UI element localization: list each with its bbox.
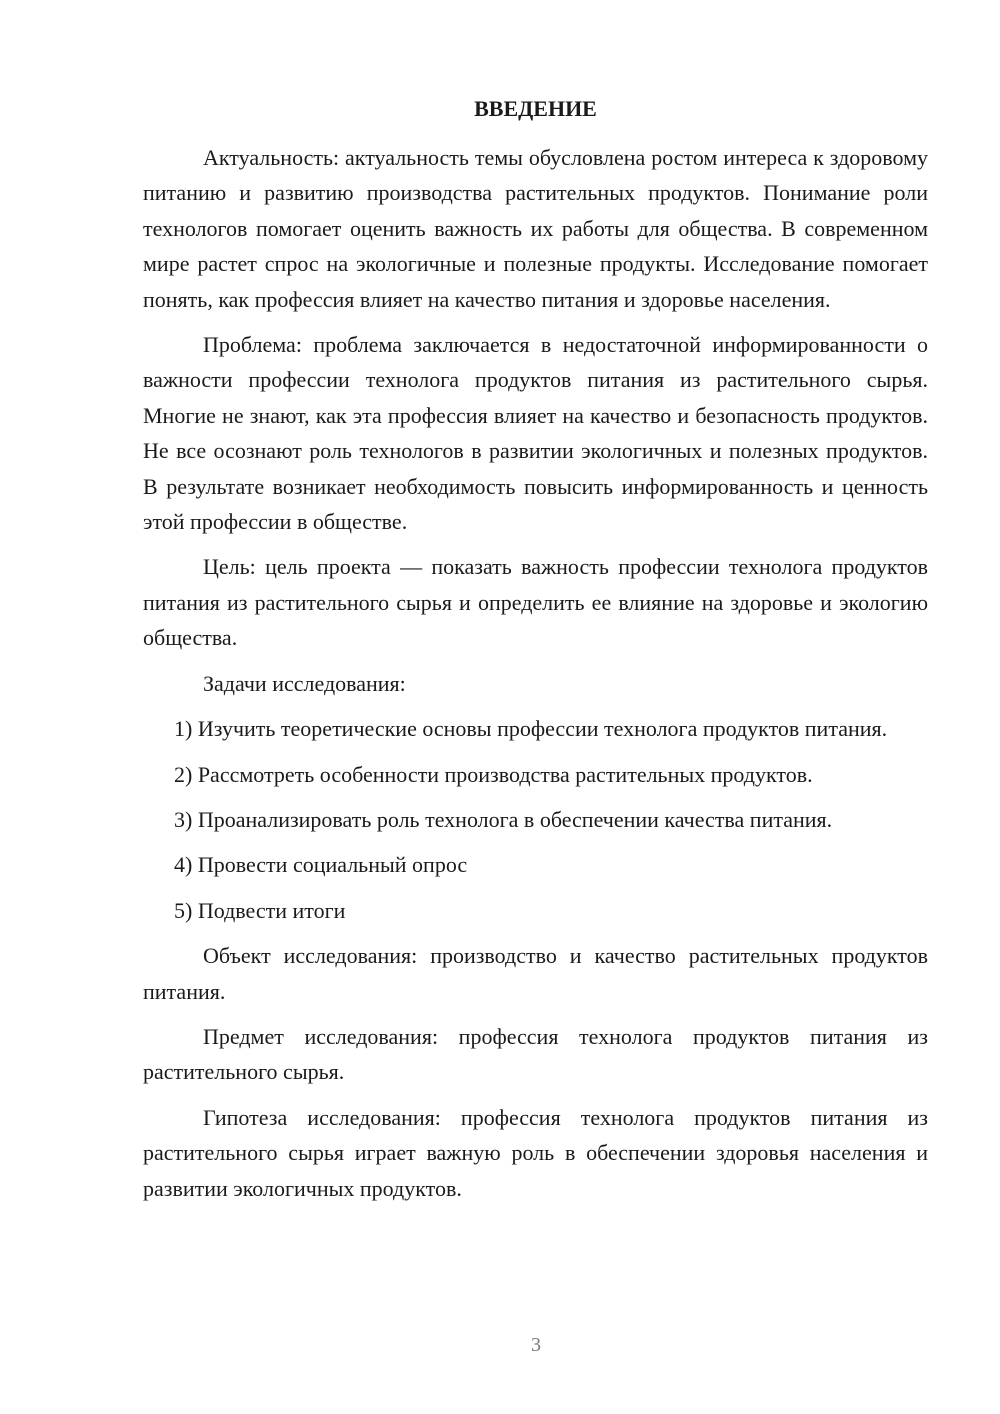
document-page xyxy=(143,90,928,1206)
page-number: 3 xyxy=(531,1334,541,1356)
subject-paragraph: Предмет исследования: профессия технолога продуктов питания из растительного сырья. xyxy=(143,1023,928,1085)
problem-paragraph: Проблема: проблема заключается в недостаточной информированности о важности профессии технолога продуктов питания из растительного сырья. Многие не знают, как эта профессия влияет на качество и безопасность продуктов. Не все осознают роль технологов в развитии экологичных и полезных продуктов. В результате возникает необходимость повысить информированность и ценность этой профессии в обществе. xyxy=(143,332,928,535)
task-item: 4) Провести социальный опрос xyxy=(174,852,468,878)
object-paragraph: Объект исследования: производство и качество растительных продуктов питания. xyxy=(143,943,928,1004)
goal-paragraph: Цель: цель проекта — показать важность профессии технолога продуктов питания из растительного сырья и определить ее влияние на здоровье и экологию общества. xyxy=(143,554,928,651)
tasks-title: Задачи исследования: xyxy=(203,670,406,696)
task-item: 2) Рассмотреть особенности производства растительных продуктов. xyxy=(174,761,813,787)
task-item: 1) Изучить теоретические основы профессии технолога продуктов питания. xyxy=(174,716,888,742)
hypothesis-paragraph: Гипотеза исследования: профессия технолога продуктов питания из растительного сырья играет важную роль в обеспечении здоровья населения и развитии экологичных продуктов. xyxy=(143,1104,928,1201)
section-heading: ВВЕДЕНИЕ xyxy=(474,96,597,121)
task-item: 3) Проанализировать роль технолога в обеспечении качества питания. xyxy=(174,806,833,832)
task-item: 5) Подвести итоги xyxy=(174,897,346,923)
relevance-paragraph: Актуальность: актуальность темы обусловлена ростом интереса к здоровому питанию и развитию производства растительных продуктов. Понимание роли технологов помогает оценить важность их работы для общества. В современном мире растет спрос на экологичные и полезные продукты. Исследование помогает понять, как профессия влияет на качество питания и здоровье населения. xyxy=(143,145,928,312)
